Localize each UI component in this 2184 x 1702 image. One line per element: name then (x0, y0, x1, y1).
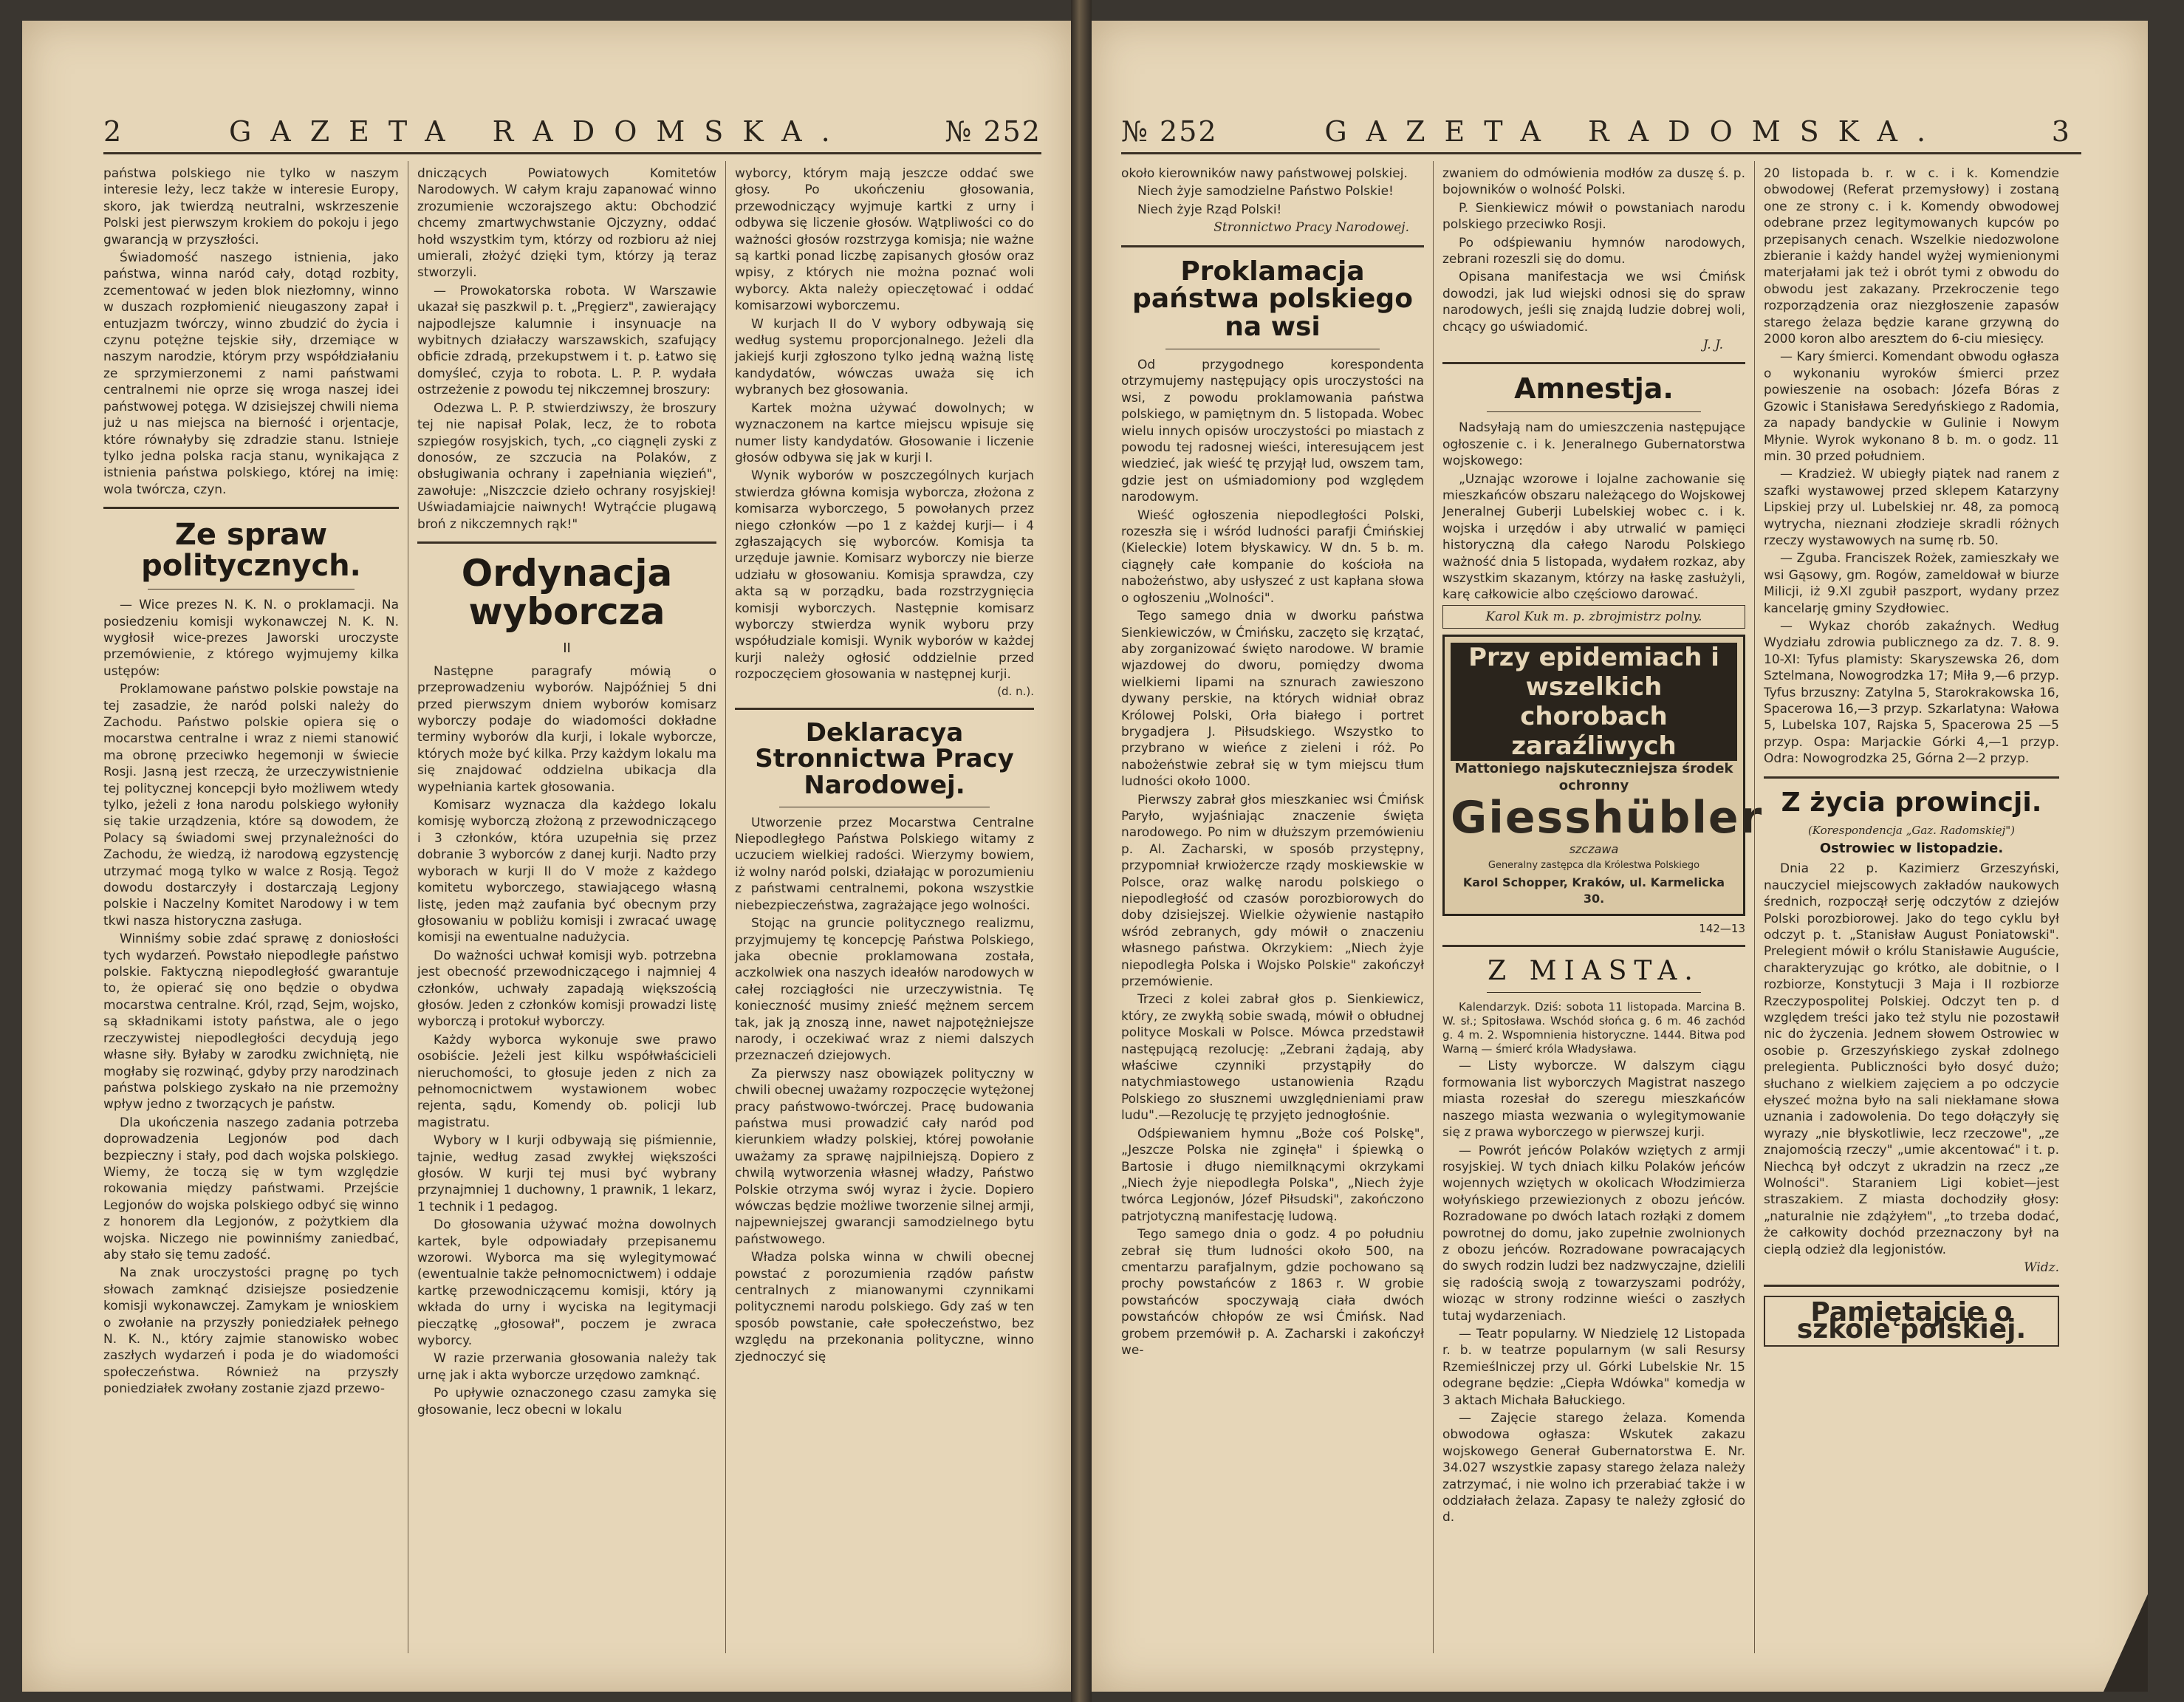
ad-text: Mattoniego najskuteczniejsza środek ochronny (1454, 761, 1733, 793)
right-running-head (1121, 103, 2081, 154)
subheading: Ostrowiec w listopadzie. (1819, 841, 2004, 857)
paragraph: Dnia 22 p. Kazimierz Grzeszyński, nauczyciel miejscowych zakładów naukowych średnich, rozpoczął serję odczytów z dziejów Polski porozbiorowej. Jako do tego cyklu był odczyt p. t. „Stanisław August Poniatowski". Prelegient mówił o królu Stanisławie Auguście, charakteryzując go krótko, ale dobitnie, o I rozbiorze, Konstytucji 3 Maja i II rozbiorze Rzeczypospolitej Polskiej. Odczyt ten p. d względem treści jako też stylu nie pozostawił nic do życzenia. Jednem słowem Ostrowiec w osobie p. Grzeszyńskiego zyskał zdolnego prelegienta. Publiczności było dosyć dużo; słuchano z wielkiem zajęciem a po odczycie ełyszeć można było na sali niekłamane słowa uznania i zadowolenia. Do tego dołączyły się wyrazy „nie błyskotliwie, lecz rzeczowe", „ze znajomością rzeczy" „umie akcentować" i t. p. Niechcą był odczyt z ukradzin na rzecz „ze Wolności". Staraniem Ligi kobiet—jest straszakiem. Z miasta dochodziły głosy: „naturalnie nie zdążyłem", „to trzeba dodać, że całkowity dochód przeznaczony był na cieplą odzież dla legjonistów. (1764, 861, 2059, 1257)
paragraph: W razie przerwania głosowania należy tak urnę jak i akta wyborcze urzędowo zamknąć. (417, 1351, 716, 1383)
torn-corner (2103, 1594, 2148, 1692)
paragraph: Od przygodnego korespondenta otrzymujemy następujący opis uroczystości na wsi, z powodu proklamowania państwa polskiego, w pamiętnym dn. 5 listopada. Wobec wielu innych opisów uroczystości po miastach z powodu tej radosnej wieści, interesującem jest wiedzieć, jak wieść tę przyjął lud, owszem tam, gdzie jest on uśmiadomiony pod względem narodowym. (1121, 358, 1424, 505)
paragraph: — Prowokatorska robota. W Warszawie ukazał się paszkwil p. t. „Pręgierz", zawierający najpodlejsze kalumnie i insynuacje na wybitnych działaczy warszawskich, szafujący obficie zdradą, przekupstwem i t. p. Łatwo się domyśleć, czyja to robota. L. P. P. wydała ostrzeżenie z powodu tej nikczemnej broszury: (417, 283, 716, 398)
boxed-notice: Pamiętajcie o szkole polskiej. (1764, 1296, 2059, 1347)
paragraph: państwa polskiego nie tylko w naszym interesie leży, lecz także w interesie Europy, skoro, jak twierdzą neutralni, wskrzeszenie Polski jest pierwszym krokiem do pokoju i jego gwarancją w przyszłości. (103, 166, 399, 247)
right-page (1092, 21, 2148, 1692)
ad-brand: Giesshübler (1451, 792, 1764, 844)
paragraph: Za pierwszy nasz obowiązek polityczny w chwili obecnej uważamy rozpoczęcie wytężonej pracy państwowo-twórczej. Pracę budowania państwa musi prowadzić cały naród pod kierunkiem władzy polskiej, której powołanie uważamy za sprawę najpilniejszą. Dopiero z chwilą wytworzenia własnej władzy, Państwo Polskie otrzyma swój wyraz i życie. Dopiero wówczas będzie możliwe tworzenie silnej armji, najpewniejszej gwarancji samodzielnego bytu państwowego. (735, 1066, 1034, 1247)
masthead: GAZETA RADOMSKA. (1324, 115, 1945, 148)
paragraph: Odezwa L. P. P. stwierdziwszy, że broszury tej nie napisał Polak, lecz, że to robota szpiegów rosyjskich, tych, „co ciągnęli zyski z donosów, ze szczucia na Polaków, z obsługiwania ochrany i zapełniania więzień", zawołuje: „Niszczcie dzieło ochrany rosyjskiej! Uświadamiajcie naiwnych! Wytrąćcie plugawą broń z nikczemnych rąk!" (417, 400, 716, 532)
paragraph: Winniśmy sobie zdać sprawę z doniosłości tych wydarzeń. Powstało niepodległe państwo polskie. Faktyczną niepodległość gwarantuje to, że opierać się ono będzie o obydwa mocarstwa centralne. Król, rząd, Sejm, wojsko, są składnikami istoty państwa, ale o jego rzeczywistej niepodległości decydują jego własne siły. Byłaby w zarodku zwichniętą, nie mogłaby się rozwinąć, gdyby przy narodzinach państwa polskiego zyskało na nie przemożny wpływ jedno z tworzących je państw. (103, 932, 399, 1113)
paragraph: Stojąc na gruncie politycznego realizmu, przyjmujemy tę koncepcję Państwa Polskiego, jaka obecnie proklamowana została, aczkolwiek ona naszych ideałów narodowych w całej rozciągłości nie urzeczywistnia. Tę konieczność musimy znieść mężnem sercem tak, jak ją znoszą inne, nawet najpotężniejsze narody, i oczekiwać wraz z niemi dalszych przeznaczeń dziejowych. (735, 916, 1034, 1064)
right-column-3 (1764, 165, 2059, 1347)
ad-code: 142—13 (1699, 921, 1745, 935)
section-heading: Amnestja. (1514, 372, 1674, 406)
paragraph: — Zajęcie starego żelaza. Komenda obwodowa ogłasza: Wskutek zakazu wojskowego Generał Gubernatorstwa E. Nr. 34.027 wszystkie zapasy starego żelaza należy zatrzymać, i nie wolno ich przerabiać także i w oddziałach żelaza. Zapasy te należy zgłosić do d. (1442, 1411, 1745, 1525)
signature: J. J. (1702, 338, 1723, 353)
paragraph: — Powrót jeńców Polaków wziętych z armji rosyjskiej. W tych dniach kilku Polaków jeńców wojennych wziętych w okolicach Włodzimierza wołyńskiego przewiezionych z obozu jeńców. Rozradowane po dwóch latach rozłąki z domem powrotnej do domu, jako zupełnie zwolnionych z obozu jeńców. Rozradowane powracających do swych rodzin ludzi bez nadzwyczajne, dzielili się radością swoją z towarzyszami podróży, wioząc w strony rodzinne wieści o zaszłych tutaj wydarzeniach. (1442, 1143, 1745, 1324)
paragraph: „Uznając wzorowe i lojalne zachowanie się mieszkańców obszaru należącego do Wojskowej Jeneralnej Guberji Lubelskiej wobec c. i k. wojska i urzędów i aby utrwalić w pamięci historyczną dla całego Narodu Polskiego ważność dnia 5 listopada, wydałem rozkaz, aby wszystkim skazanym, którzy na łaskę zasłużyli, karę całkowicie albo częściowo darować. (1442, 471, 1745, 603)
left-column-2 (417, 165, 716, 1420)
paragraph: Do głosowania używać można dowolnych kartek, byle odpowiadały przepisanemu wzorowi. Wyborca ma się wylegitymować (ewentualnie także pełnomocnictwem) i oddaje kartkę przewodniczącemu komisji, który ją wkłada do urny i wyciska na legitymacji pieczątkę „głosował", poczem je zwraca wyborcy. (417, 1217, 716, 1349)
paragraph: Władza polska winna w chwili obecnej powstać z porozumienia rządów państw centralnych z mianowanymi czynnikami politycznemi narodu polskiego. Gdy zaś w ten sposób powstanie, całe społeczeństwo, bez względu na przekonania polityczne, winno zjednoczyć się (735, 1250, 1034, 1364)
signature: Stronnictwo Pracy Narodowej. (1213, 220, 1409, 236)
paragraph: około kierowników nawy państwowej polskiej. (1121, 166, 1408, 181)
signature: Widz. (2024, 1260, 2059, 1276)
paragraph: W kurjach II do V wybory odbywają się według systemu proporcjonalnego. Jeżeli dla jakiejś kurji zgłoszono tylko jedną ważną listę kandydatów, wówczas uważa się ich wybranych bez głosowania. (735, 316, 1034, 398)
paragraph: — Wykaz chorób zakaźnych. Według Wydziału zdrowia publicznego za dz. 7. 8. 9. 10-XI: Tyfus plamisty: Skaryszewska 26, dom Sztelmana, Nowogrodzka 17; Miła 9,—6 przyp. Tyfus brzuszny: Zatylna 5, Starokrakowska 16, Spacerowa 16,—3 przyp. Szkarlatyna: Wałowa 5, Lubelska 107, Rajska 5, Spacerowa 25 —5 przyp. Ospa: Marjackie Górki 4,—1 przyp. Odra: Nowogrodzka 25, Górna 2—2 przyp. (1764, 618, 2059, 767)
left-page (22, 21, 1071, 1692)
paragraph: 20 listopada b. r. w c. i k. Komendzie obwodowej (Referat przemysłowy) i zostaną one ze strony c. i k. Komendy obwodowej odebrane przez legitymowanych kupców po przepisanych cenach. Wszelkie niedozwolone zbieranie i każdy handel wyżej wymienionymi materjałami jak też i obrót tymi z obwodu do obwodu jest zakazany. Przekroczenie tego rozporządzenia oraz niezgłoszenie zapasów starego żelaza będzie karane grzywną do 2000 koron albo aresztem do 6-ciu miesięcy. (1764, 166, 2059, 347)
signature: Karol Kuk m. p. zbrojmistrz polny. (1442, 605, 1745, 629)
right-column-2 (1442, 165, 1764, 1528)
paragraph: Każdy wyborca wykonuje swe prawo osobiście. Jeżeli jest kilku współwłaścicieli nieruchomości, to głosuje jeden z nich za pełnomocnictwem wystawionem wobec rejenta, sądu, Komendy ob. policji lub magistratu. (417, 1032, 716, 1130)
paragraph: Następne paragrafy mówią o przeprowadzeniu wyborów. Najpóźniej 5 dni przed pierwszym dniem wyborów komisarz wyborczy podaje do wiadomości dokładne terminy wyborów dla kurji, i lokale wyborcze, których może być kilka. Przy każdym lokalu ma się znajdować oddzielna ubikacja dla wypełniania kartek głosowania. (417, 663, 716, 795)
section-heading: Z MIASTA. (1488, 955, 1700, 986)
advertisement (1442, 635, 1764, 915)
paragraph: Świadomość naszego istnienia, jako państwa, winna naród cały, dotąd rozbity, zcementować w jeden blok niezłomny, winno w duszach rozpłomienić nieugaszony zapał i entuzjazm twórczy, winno zbudzić do życia i czynu potężne tejskie siły, drzemiące w naszym narodzie, którym przy współdziałaniu ze sprzymierzonemi z nami państwami centralnemi nie oprze się wroga naszej idei państwowej potęga. W dzisiejszej chwili niema już u nas miejsca na bierność i orjentacje, które równałyby się zdradzie stanu. Istnieje tylko jedna polska racja stanu, wynikająca z istnienia państwa polskiego, której na imię: wola twórcza, czyn. (103, 250, 399, 497)
issue-number: № 252 (1121, 115, 1218, 148)
ad-headline: Przy epidemiach i wszelkich (1451, 643, 1737, 702)
continued-note: (d. n.). (997, 684, 1034, 698)
left-column-3 (735, 165, 1034, 1367)
paragraph: — Teatr popularny. W Niedzielę 12 Listopada r. b. w teatrze popularnym (w sali Resursy Rzemieślniczej przy ul. Górki Lubelskie Nr. 15 odegrane będzie: „Ciepła Wdówka" komedja w 3 aktach Michała Bałuckiego. (1442, 1326, 1745, 1408)
page-number: 3 (2051, 115, 2081, 148)
paragraph: dniczących Powiatowych Komitetów Narodowych. W całym kraju zapanować winno zrozumienie wczorajszego aktu: Obchodzić chcemy zmartwychwstanie Ojczyzny, oddać hołd wszystkim tym, którzy od rozbioru aż niej umierali, złożyć dzięki tym, którzy ją teraz stworzyli. (417, 166, 716, 281)
section-heading: Ze spraw politycznych. (141, 518, 361, 584)
paragraph: Do ważności uchwał komisji wyb. potrzebna jest obecność przewodniczącego i najmniej 4 członków, uchwały zapadają większością głosów. Jeden z członków komisji prowadzi listę wyborczą i protokuł wyborczy. (417, 948, 716, 1030)
masthead: GAZETA RADOMSKA. (228, 115, 849, 148)
paragraph: P. Sienkiewicz mówił o powstaniach narodu polskiego przeciwko Rosji. (1442, 200, 1745, 233)
paragraph: Dla ukończenia naszego zadania potrzeba doprowadzenia Legjonów pod dach bezpieczny i stały, pod dach wojska polskiego. Wiemy, że toczą się w tym względzie rokowania między państwami. Przejście Legjonów do wojska polskiego odbyć się winno z honorem dla Legjonów, z pożytkiem dla wojska. Niczego nie powinniśmy zaniedbać, aby stało się temu zadość. (103, 1115, 399, 1262)
paragraph: Komisarz wyznacza dla każdego lokalu komisję wyborczą złożoną z przewodniczącego i 3 członków, która uzupełnia się przez dobranie 3 wyborców z danej kurji. Nadto przy wyborach w kurji II do V może z każdego komitetu wyborczego, stawiającego własną listę, jeden mąż zaufania być obecnym przy głosowaniu w pobliżu komisji i zwracać uwagę komisji na ewentualne nadużycia. (417, 798, 716, 946)
section-heading: Proklamacja państwa polskiego na wsi (1132, 256, 1413, 343)
ad-brand-suffix: szczawa (1569, 842, 1619, 857)
paragraph: — Wice prezes N. K. N. o proklamacji. Na posiedzeniu komisji wykonawczej N. K. N. wygłosił wice-prezes Jaworski uroczyste przemówienie, z którego wyjmujemy kilka ustępów: (103, 598, 399, 679)
paragraph: Opisana manifestacja we wsi Ćmińsk dowodzi, jak lud wiejski odnosi się do spraw narodowych, jeśli się znajdą ludzie dobrej woli, chcący go uświadomić. (1442, 270, 1745, 335)
paragraph: Wybory w I kurji odbywają się piśmiennie, tajnie, według zasad zwykłej większości głosów. W kurji tej musi być wybrany przynajmniej 1 duchowny, 1 prawnik, 1 lekarz, 1 technik i 1 pedagog. (417, 1133, 716, 1214)
paragraph: Po odśpiewaniu hymnów narodowych, zebrani rozeszli się do domu. (1442, 235, 1745, 267)
paragraph: wyborcy, którym mają jeszcze oddać swe głosy. Po ukończeniu głosowania, przewodniczący wyjmuje kartki z urny i odbywa się liczenie głosów. Wątpliwości co do ważności głosów rozstrzyga komisja; nie ważne są kartki ponad liczbę zapisanych głosów oraz wpisy, z których nie można poznać woli wyborcy. Akta należy opieczętować i oddać komisarzowi wyborczemu. (735, 166, 1034, 314)
ad-headline: chorobach zaraźliwych (1451, 702, 1737, 761)
issue-number: № 252 (945, 115, 1041, 148)
paragraph: — Kary śmierci. Komendant obwodu ogłasza o wykonaniu wyroków śmierci przez powieszenie na osobach: Józefa Bóras z Gzowic i Stanisława Seredyńskiego z Radomia, za napady bandyckie w Gulinie i Nowym Młynie. Wyrok wykonano 8 b. m. o godz. 11 min. 30 przed południem. (1764, 349, 2059, 464)
paragraph: Odśpiewaniem hymnu „Boże coś Polskę", „Jeszcze Polska nie zginęła" i śpiewką o Bartosie i długo niemilknącymi okrzykami „Niech żyje niepodległa Polska", „Niech żyje twórca Legjonów, Józef Piłsudski", zakończono patrjotyczną manifestację ludową. (1121, 1126, 1424, 1224)
paragraph: — Zguba. Franciszek Rożek, zamieszkały we wsi Gąsowy, gm. Rogów, zameldował w biurze Milicji, iż 9.XI zgubił paszport, wydany przez kancelarję gminy Szydłowiec. (1764, 551, 2059, 616)
paragraph: Niech żyje samodzielne Państwo Polskie! (1137, 184, 1394, 199)
paragraph: — Kradzież. W ubiegły piątek nad ranem z szafki wystawowej przed sklepem Katarzyny Lipskiej przy ul. Lubelskiej nr. 48, za pomocą wytrycha, nieznani złodzieje skradli różnych rzeczy wystawowych na sumę rb. 50. (1764, 467, 2059, 548)
paragraph: Na znak uroczystości pragnę po tych słowach zamknąć dzisiejsze posiedzenie komisji wykonawczej. Zamykam je wnioskiem o zwołanie na przyszły poniedziałek pełnego N. K. N., który zajmie stanowisko wobec zaszłych wydarzeń i poda je do wiadomości społeczeństwa. Również na przyszły poniedziałek zwołany zostanie zjazd przewo- (103, 1265, 399, 1397)
ad-address: Karol Schopper, Kraków, ul. Karmelicka 30. (1462, 875, 1725, 906)
paragraph: Wynik wyborów w poszczególnych kurjach stwierdza główna komisja wyborcza, złożona z komisarza wyborczego, 5 powołanych przez niego członków —po 1 z każdej kurji— i 4 zgłaszających się wyborców. Komisja ta urzęduje jawnie. Komisarz wyborczy nie bierze udziału w głosowaniu. Komisja sprawdza, czy akta są w porządku, bada rozstrzygnięcia komisji wyborczych. Następnie komisarz wyborczy stwierdza wynik wyboru przy współudziale komisji. Wynik wyborów w każdej kurji należy ogłosić oddzielnie przed rozpoczęciem głosowania w następnej kurji. (735, 468, 1034, 683)
page-number: 2 (103, 115, 134, 148)
paragraph: Tego samego dnia w dworku państwa Sienkiewiczów, w Ćmińsku, zaczęto się krzątać, aby zorganizować święto narodowe. W bramie wjazdowej do dworu, pomiędzy dwoma wielkiemi lipami na sznurach zawieszono dywany perskie, na których widniał obraz Królowej Polski, Orła białego i portret brygadjera J. Piłsudskiego. Wszystko to przybrano w wieńce z zieleni i róż. Po nabożeństwie zebrał się w tym miejscu tłum ludności około 1000. (1121, 609, 1424, 790)
ad-text: Generalny zastępca dla Królestwa Polskiego (1488, 860, 1700, 872)
paragraph: Proklamowane państwo polskie powstaje na tej zasadzie, że naród polski należy do Zachodu. Państwo polskie opiera się o mocarstwa centralne i wraz z niemi stanowić ma obronę przeciwko hegemonji w świecie Rosji. Jasną jest rzeczą, że urzeczywistnienie tej politycznej koncepcji było możliwem wtedy tylko, jeżeli z łona narodu polskiego wyłoniły się takie urządzenia, które są dowodem, że Polacy są świadomi swej przynależności do Zachodu, że wiedzą, iż narodową egzystencję utrzymać mogą tylko w walce z Rosją. Tegoż dowodu dostarczyły i dostarczają Legjony polskie i Naczelny Komitet Narodowy i w tem tkwi nasza historyczna zasługa. (103, 682, 399, 929)
calendar: Kalendarzyk. Dziś: sobota 11 listopada. Marcina B. W. sł.; Spitosława. Wschód słońca g. 6 m. 46 zachód g. 4 m. 2. Wspomnienia historyczne. 1444. Bitwa pod Warną — śmierć króla Władysława. (1442, 1000, 1745, 1056)
paragraph: Po upływie oznaczonego czasu zamyka się głosowanie, lecz obecni w lokalu (417, 1386, 716, 1418)
left-running-head (103, 103, 1041, 154)
book-gutter (1071, 0, 1092, 1702)
paragraph: Wieść ogłoszenia niepodległości Polski, rozeszła się i wśród ludności parafji Ćmińskiej (Kieleckie) lotem błyskawicy. W dn. 5 b. m. ciągnęły całe kompanie do kościoła na nabożeństwo, aby usłyszeć z ust kapłana słowa o ogłoszeniu „Wolności". (1121, 507, 1424, 606)
paragraph: Tego samego dnia o godz. 4 po południu zebrał się tłum ludności około 500, na cmentarzu parafjalnym, gdzie pochowano są prochy powstańców z 1863 r. W grobie powstańców spoczywają ciała dwóch powstańców chłopów ze wsi Ćmińsk. Nad grobem przemówił p. A. Zacharski i zakończył we- (1121, 1227, 1424, 1358)
section-heading: Ordynacja wyborcza (461, 551, 673, 634)
subheading: (Korespondencja „Gaz. Radomskiej") (1807, 824, 2016, 838)
left-column-1 (103, 165, 399, 1399)
section-heading: Z życia prowincji. (1781, 787, 2042, 818)
right-column-1 (1121, 165, 1424, 1360)
paragraph: Pierwszy zabrał głos mieszkaniec wsi Ćmińsk Paryło, wyjaśniając znaczenie święta narodowego. Po nim w dłuższym przemówieniu p. Al. Zacharski, w sposób przystępny, przypomniał krwiożercze rządy moskiewskie w Polsce, oraz walkę narodu polskiego o niepodległość od czasów porozbiorowych do doby dzisiejszej. Wielkie ożywienie nastąpiło wśród zebranych, gdy mówił o znaczeniu własnego państwa. Okrzykiem: „Niech żyje niepodległa Polska i Wojsko Polskie" zakończył przemówienie. (1121, 792, 1424, 990)
paragraph: Niech żyje Rząd Polski! (1137, 202, 1282, 217)
paragraph: Nadsyłają nam do umieszczenia następujące ogłoszenie c. i k. Jeneralnego Gubernatorstwa wojskowego: (1442, 420, 1745, 469)
paragraph: Utworzenie przez Mocarstwa Centralne Niepodległego Państwa Polskiego witamy z uczuciem wielkiej radości. Wierzymy bowiem, iż wolny naród polski, działając w porozumieniu z państwami centralnemi, pokona wszystkie niebezpieczeństwa, zagrażające jego wolności. (735, 815, 1034, 913)
paragraph: Kartek można używać dowolnych; w wyznaczonem na kartce miejscu wpisuje się numer listy kandydatów. Głosowanie i liczenie głosów odbywa się jak w kurji I. (735, 400, 1034, 465)
paragraph: Trzeci z kolei zabrał głos p. Sienkiewicz, który, ze zwykłą sobie swadą, mówił o obłudnej polityce Moskali w Polsce. Mówca przedstawił następującą rezolucję: „Zebrani żądają, aby właściwe czynniki przystąpiły do natychmiastowego ustanowienia Rządu Polskiego zo słusznemi uwzględnieniami praw ludu".—Rezolucję tę przyjęto jednogłośnie. (1121, 992, 1424, 1124)
section-heading: Deklaracya Stronnictwa Pracy Narodowej. (755, 717, 1014, 800)
part-number: II (563, 640, 571, 656)
paragraph: — Listy wyborcze. W dalszym ciągu formowania list wyborczych Magistrat naszego miasta rozesłał do szeregu mieszkańców naszego miasta wezwania o wylegitymowanie się z prawa wyborczego w pierwszej kurji. (1442, 1059, 1745, 1141)
paragraph: zwaniem do odmówienia modłów za duszę ś. p. bojowników o wolność Polski. (1442, 166, 1745, 198)
